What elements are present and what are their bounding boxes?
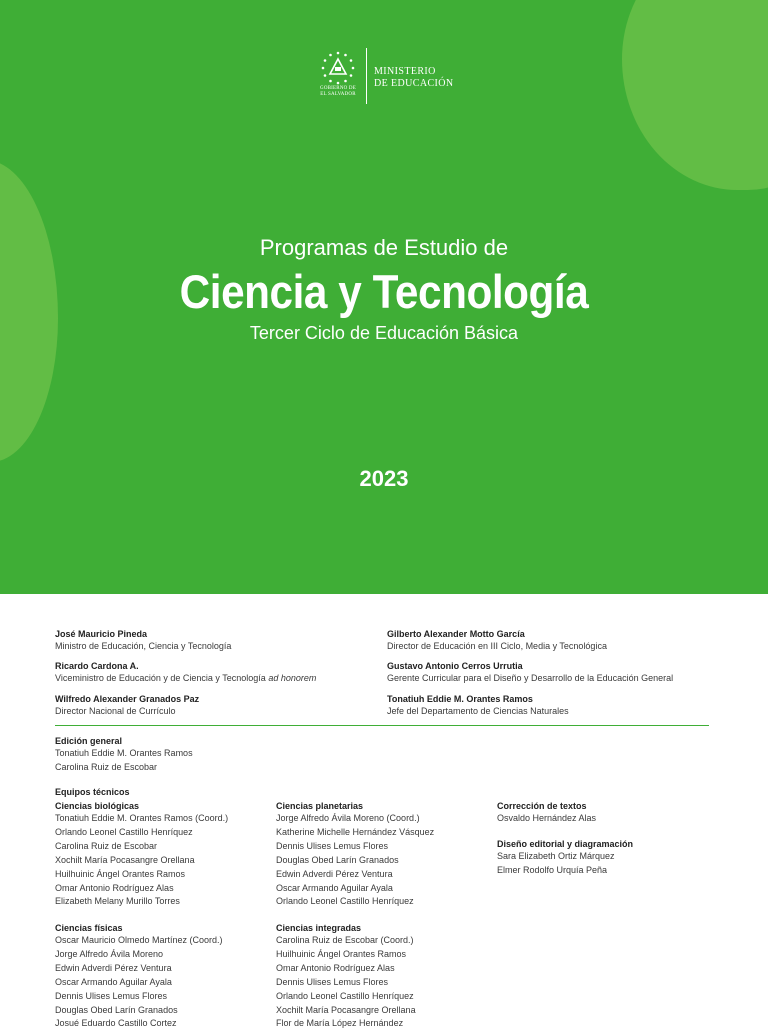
team-member: Orlando Leonel Castillo Henríquez bbox=[276, 990, 414, 1001]
credits-section bbox=[0, 594, 768, 1029]
team-member: Dennis Ulises Lemus Flores bbox=[276, 840, 389, 851]
authority-entry bbox=[387, 693, 569, 717]
team-member: Xochilt María Pocasangre Orellana bbox=[55, 854, 195, 865]
diseno-block bbox=[497, 838, 633, 878]
team-member: Edwin Adverdi Pérez Ventura bbox=[276, 868, 393, 879]
authority-role bbox=[55, 672, 316, 684]
team-member: Josué Eduardo Castillo Cortez bbox=[55, 1018, 177, 1029]
government-line-1: GOBIERNO DE bbox=[320, 86, 356, 91]
authority-role-text: Viceministro de Educación y de Ciencia y Tecnología bbox=[55, 673, 266, 683]
correccion-heading: Corrección de textos bbox=[497, 801, 587, 811]
decorative-blob-top-right bbox=[622, 0, 768, 190]
team-member: Sara Elizabeth Ortiz Márquez bbox=[497, 851, 615, 861]
team-member: Osvaldo Hernández Alas bbox=[497, 813, 597, 823]
authority-role: Ministro de Educación, Ciencia y Tecnología bbox=[55, 641, 232, 651]
team-member: Flor de María López Hernández bbox=[276, 1018, 404, 1029]
authority-name: Gilberto Alexander Motto García bbox=[387, 629, 525, 639]
authority-role: Director de Educación en III Ciclo, Media y Tecnológica bbox=[387, 641, 607, 651]
team-member: Dennis Ulises Lemus Flores bbox=[276, 976, 389, 987]
logo-divider bbox=[366, 48, 367, 104]
authority-name: Tonatiuh Eddie M. Orantes Ramos bbox=[387, 694, 533, 704]
team-member: Dennis Ulises Lemus Flores bbox=[55, 990, 168, 1001]
edicion-name: Tonatiuh Eddie M. Orantes Ramos bbox=[55, 748, 193, 758]
integradas-block bbox=[276, 922, 416, 1031]
edicion-name: Carolina Ruiz de Escobar bbox=[55, 761, 158, 772]
fisicas-block bbox=[55, 922, 223, 1031]
cover-title: Ciencia y Tecnología bbox=[179, 265, 589, 318]
team-member: Omar Antonio Rodríguez Alas bbox=[55, 882, 174, 893]
authority-name: Ricardo Cardona A. bbox=[55, 661, 139, 671]
team-member: Elmer Rodolfo Urquía Peña bbox=[497, 864, 608, 875]
edicion-heading: Edición general bbox=[55, 736, 123, 746]
integradas-heading: Ciencias integradas bbox=[276, 923, 362, 933]
planetarias-heading: Ciencias planetarias bbox=[276, 801, 364, 811]
team-member: Oscar Mauricio Olmedo Martínez (Coord.) bbox=[55, 935, 223, 945]
team-member: Katherine Michelle Hernández Vásquez bbox=[276, 826, 435, 837]
authority-role: Director Nacional de Currículo bbox=[55, 706, 176, 716]
equipos-heading: Equipos técnicos bbox=[55, 787, 130, 797]
team-member: Jorge Alfredo Ávila Moreno bbox=[55, 948, 164, 959]
authority-entry bbox=[55, 628, 231, 652]
government-line-2: EL SALVADOR bbox=[320, 92, 356, 97]
national-seal-icon bbox=[320, 50, 356, 86]
team-member: Douglas Obed Larín Granados bbox=[276, 854, 399, 865]
fisicas-heading: Ciencias físicas bbox=[55, 923, 123, 933]
team-member: Oscar Armando Aguilar Ayala bbox=[276, 882, 393, 893]
equipos-heading-block bbox=[55, 786, 130, 798]
ministry-logo bbox=[316, 46, 456, 108]
team-member: Edwin Adverdi Pérez Ventura bbox=[55, 962, 172, 973]
team-member: Douglas Obed Larín Granados bbox=[55, 1004, 178, 1015]
section-divider bbox=[55, 725, 709, 726]
team-member: Tonatiuh Eddie M. Orantes Ramos (Coord.) bbox=[55, 813, 229, 823]
cover-subtitle: Tercer Ciclo de Educación Básica bbox=[249, 323, 519, 343]
authority-name: Gustavo Antonio Cerros Urrutia bbox=[387, 661, 523, 671]
authority-entry bbox=[55, 660, 316, 684]
team-member: Elizabeth Melany Murillo Torres bbox=[55, 896, 180, 907]
team-member: Xochilt María Pocasangre Orellana bbox=[276, 1004, 416, 1015]
government-wordmark bbox=[316, 86, 360, 98]
diseno-heading: Diseño editorial y diagramación bbox=[497, 839, 634, 849]
team-member: Carolina Ruiz de Escobar bbox=[55, 840, 158, 851]
authority-role-suffix: ad honorem bbox=[268, 673, 317, 683]
edicion-block bbox=[55, 735, 193, 775]
team-member: Jorge Alfredo Ávila Moreno (Coord.) bbox=[276, 813, 420, 823]
team-member: Huilhuinic Ángel Orantes Ramos bbox=[55, 868, 186, 879]
team-member: Oscar Armando Aguilar Ayala bbox=[55, 976, 172, 987]
team-member: Orlando Leonel Castillo Henríquez bbox=[276, 896, 414, 907]
biologicas-heading: Ciencias biológicas bbox=[55, 801, 140, 811]
ministry-line-1: MINISTERIO bbox=[374, 66, 436, 77]
cover-year: 2023 bbox=[359, 466, 409, 491]
biologicas-block bbox=[55, 800, 228, 909]
team-member: Huilhuinic Ángel Orantes Ramos bbox=[276, 948, 407, 959]
team-member: Orlando Leonel Castillo Henríquez bbox=[55, 826, 193, 837]
authority-role: Jefe del Departamento de Ciencias Naturales bbox=[387, 706, 569, 716]
ministry-line-2: DE EDUCACIÓN bbox=[374, 78, 454, 89]
authority-name: José Mauricio Pineda bbox=[55, 629, 148, 639]
authority-entry bbox=[387, 660, 673, 684]
team-member: Omar Antonio Rodríguez Alas bbox=[276, 962, 395, 973]
cover-pre-title: Programas de Estudio de bbox=[259, 235, 509, 260]
authority-entry bbox=[387, 628, 607, 652]
authority-name: Wilfredo Alexander Granados Paz bbox=[55, 694, 200, 704]
team-member: Carolina Ruiz de Escobar (Coord.) bbox=[276, 935, 414, 945]
authority-entry bbox=[55, 693, 199, 717]
planetarias-block bbox=[276, 800, 434, 909]
correccion-block bbox=[497, 800, 596, 826]
authority-role: Gerente Curricular para el Diseño y Desarrollo de la Educación General bbox=[387, 673, 674, 683]
ministry-wordmark bbox=[374, 66, 454, 90]
